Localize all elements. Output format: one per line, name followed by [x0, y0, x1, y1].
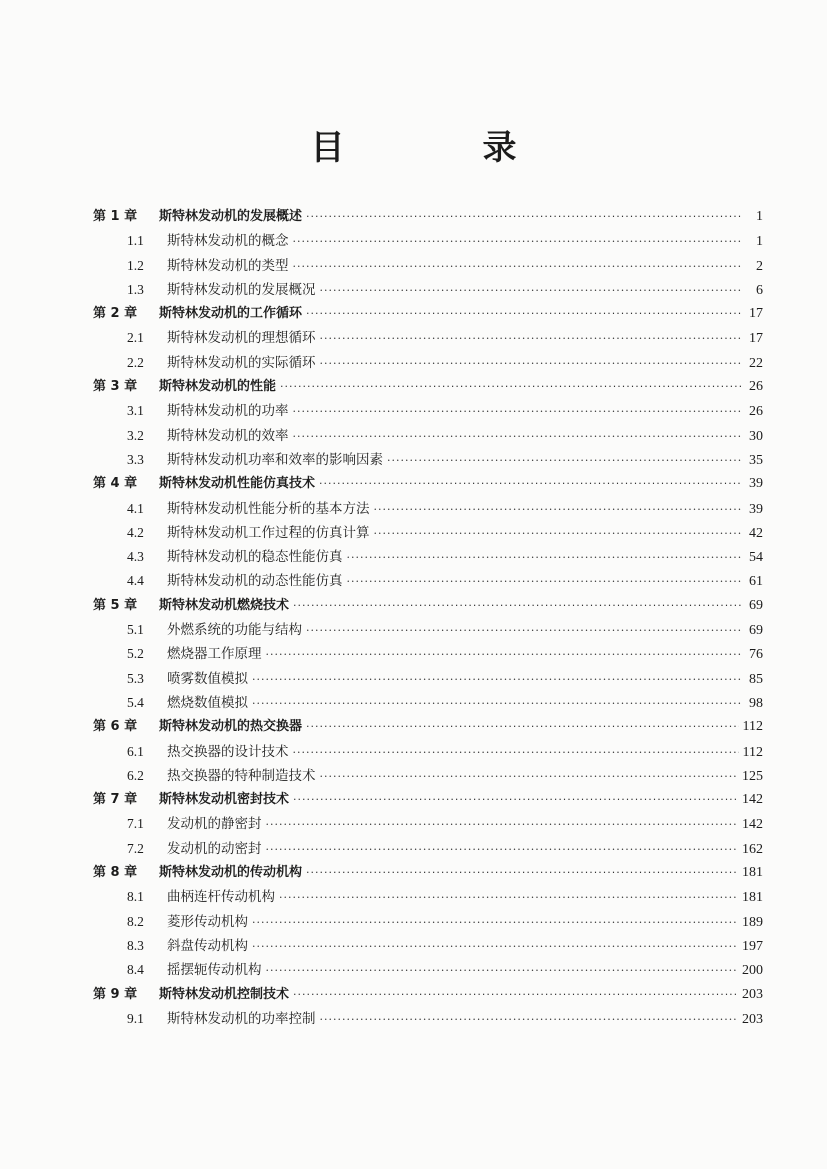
- entry-title: 斯特林发动机的实际循环: [167, 354, 316, 371]
- entry-number: 4.2: [127, 524, 144, 540]
- entry-title: 斯特林发动机的动态性能仿真: [167, 573, 343, 590]
- dot-leader: [252, 673, 741, 686]
- entry-title: 斯特林发动机的功率: [167, 403, 289, 420]
- entry-number: 6.2: [127, 767, 144, 783]
- entry-title: 斯特林发动机的功率控制: [167, 1010, 316, 1027]
- entry-page-number: 142: [742, 817, 763, 833]
- entry-number: 第 2 章: [93, 306, 138, 322]
- entry-title: 斯特林发动机的工作循环: [159, 306, 303, 322]
- toc-section-entry: [93, 934, 763, 958]
- toc-chapter-entry: [93, 375, 763, 399]
- entry-number: 第 4 章: [93, 476, 138, 492]
- entry-title: 斯特林发动机的理想循环: [167, 330, 316, 347]
- toc-section-entry: [93, 399, 763, 423]
- entry-title: 斯特林发动机的概念: [167, 233, 289, 250]
- entry-page-number: 203: [742, 986, 763, 1002]
- dot-leader: [293, 988, 738, 1001]
- entry-title: 发动机的动密封: [167, 840, 262, 857]
- entry-page-number: 61: [749, 574, 763, 590]
- entry-number: 4.1: [127, 500, 144, 516]
- table-of-contents: [93, 205, 763, 1031]
- dot-leader: [347, 551, 742, 564]
- dot-leader: [279, 891, 738, 904]
- entry-page-number: 42: [749, 525, 763, 541]
- dot-leader: [293, 746, 739, 759]
- entry-page-number: 6: [756, 282, 763, 298]
- entry-title: 斯特林发动机工作过程的仿真计算: [167, 524, 370, 541]
- entry-page-number: 17: [749, 331, 763, 347]
- dot-leader: [252, 697, 741, 710]
- entry-page-number: 189: [742, 914, 763, 930]
- entry-number: 5.3: [127, 670, 144, 686]
- toc-section-entry: [93, 1007, 763, 1031]
- dot-leader: [320, 357, 742, 370]
- entry-number: 8.3: [127, 937, 144, 953]
- entry-page-number: 26: [749, 379, 763, 395]
- toc-section-entry: [93, 497, 763, 521]
- entry-number: 4.4: [127, 573, 144, 589]
- entry-page-number: 112: [742, 719, 763, 735]
- entry-number: 8.2: [127, 913, 144, 929]
- entry-number: 3.1: [127, 403, 144, 419]
- toc-section-entry: [93, 642, 763, 666]
- dot-leader: [374, 527, 742, 540]
- entry-number: 8.1: [127, 889, 144, 905]
- toc-section-entry: [93, 667, 763, 691]
- dot-leader: [306, 210, 741, 223]
- dot-leader: [252, 916, 738, 929]
- dot-leader: [293, 405, 742, 418]
- entry-title: 斯特林发动机性能仿真技术: [159, 476, 316, 492]
- entry-number: 第 6 章: [93, 719, 138, 735]
- entry-page-number: 22: [749, 355, 763, 371]
- entry-number: 第 8 章: [93, 865, 138, 881]
- entry-number: 2.2: [127, 354, 144, 370]
- entry-page-number: 1: [756, 209, 763, 224]
- toc-chapter-entry: [93, 302, 763, 326]
- entry-title: 斯特林发动机功率和效率的影响因素: [167, 451, 383, 468]
- entry-title: 斜盘传动机构: [167, 937, 248, 954]
- entry-title: 斯特林发动机密封技术: [159, 792, 290, 808]
- entry-title: 斯特林发动机的发展概述: [159, 209, 303, 224]
- entry-page-number: 197: [742, 938, 763, 954]
- entry-page-number: 26: [749, 404, 763, 420]
- entry-title: 斯特林发动机的类型: [167, 257, 289, 274]
- dot-leader: [293, 260, 742, 273]
- entry-number: 7.2: [127, 840, 144, 856]
- toc-section-entry: [93, 764, 763, 788]
- toc-chapter-entry: [93, 472, 763, 496]
- entry-title: 曲柄连杆传动机构: [167, 889, 275, 906]
- entry-number: 1.1: [127, 233, 144, 249]
- toc-section-entry: [93, 691, 763, 715]
- entry-number: 5.2: [127, 646, 144, 662]
- toc-section-entry: [93, 740, 763, 764]
- entry-title: 燃烧数值模拟: [167, 694, 248, 711]
- entry-number: 1.2: [127, 257, 144, 273]
- entry-number: 第 5 章: [93, 597, 138, 613]
- entry-number: 4.3: [127, 549, 144, 565]
- entry-page-number: 203: [742, 1011, 763, 1027]
- toc-section-entry: [93, 254, 763, 278]
- entry-page-number: 142: [742, 792, 763, 808]
- entry-number: 第 1 章: [93, 209, 138, 224]
- dot-leader: [293, 793, 738, 806]
- entry-title: 外燃系统的功能与结构: [167, 622, 302, 639]
- toc-chapter-entry: [93, 594, 763, 618]
- entry-page-number: 69: [749, 623, 763, 639]
- toc-section-entry: [93, 521, 763, 545]
- entry-title: 斯特林发动机的传动机构: [159, 865, 303, 881]
- dot-leader: [347, 575, 742, 588]
- entry-title: 摇摆轭传动机构: [167, 962, 262, 979]
- entry-page-number: 181: [742, 865, 763, 881]
- entry-number: 6.1: [127, 743, 144, 759]
- entry-page-number: 125: [742, 768, 763, 784]
- dot-leader: [293, 235, 742, 248]
- toc-chapter-entry: [93, 983, 763, 1007]
- dot-leader: [319, 477, 741, 490]
- entry-page-number: 2: [756, 258, 763, 274]
- entry-number: 第 7 章: [93, 792, 138, 808]
- entry-number: 3.2: [127, 427, 144, 443]
- entry-number: 5.4: [127, 694, 144, 710]
- entry-number: 2.1: [127, 330, 144, 346]
- entry-page-number: 54: [749, 550, 763, 566]
- entry-page-number: 69: [749, 597, 763, 613]
- toc-section-entry: [93, 958, 763, 982]
- entry-page-number: 76: [749, 647, 763, 663]
- entry-title: 斯特林发动机的性能: [159, 379, 277, 395]
- dot-leader: [320, 332, 742, 345]
- entry-number: 3.3: [127, 451, 144, 467]
- entry-title: 喷雾数值模拟: [167, 670, 248, 687]
- entry-page-number: 98: [749, 695, 763, 711]
- toc-section-entry: [93, 885, 763, 909]
- dot-leader: [306, 307, 741, 320]
- entry-number: 1.3: [127, 281, 144, 297]
- entry-title: 斯特林发动机燃烧技术: [159, 597, 290, 613]
- dot-leader: [387, 454, 741, 467]
- entry-page-number: 181: [742, 890, 763, 906]
- dot-leader: [320, 284, 742, 297]
- toc-section-entry: [93, 812, 763, 836]
- entry-page-number: 30: [749, 428, 763, 444]
- toc-section-entry: [93, 569, 763, 593]
- entry-number: 5.1: [127, 622, 144, 638]
- entry-page-number: 35: [749, 452, 763, 468]
- entry-page-number: 162: [742, 841, 763, 857]
- entry-title: 热交换器的特种制造技术: [167, 767, 316, 784]
- entry-title: 燃烧器工作原理: [167, 646, 262, 663]
- entry-page-number: 39: [749, 501, 763, 517]
- entry-title: 斯特林发动机控制技术: [159, 986, 290, 1002]
- toc-section-entry: [93, 424, 763, 448]
- entry-title: 斯特林发动机的发展概况: [167, 281, 316, 298]
- page-title: 目 录: [310, 128, 569, 168]
- toc-section-entry: [93, 837, 763, 861]
- toc-chapter-entry: [93, 861, 763, 885]
- entry-number: 8.4: [127, 962, 144, 978]
- dot-leader: [320, 1013, 739, 1026]
- entry-title: 热交换器的设计技术: [167, 743, 289, 760]
- dot-leader: [306, 866, 738, 879]
- toc-section-entry: [93, 326, 763, 350]
- dot-leader: [320, 770, 739, 783]
- entry-number: 9.1: [127, 1010, 144, 1026]
- entry-page-number: 112: [742, 744, 763, 760]
- entry-page-number: 1: [756, 234, 763, 250]
- entry-title: 斯特林发动机的效率: [167, 427, 289, 444]
- entry-title: 斯特林发动机的稳态性能仿真: [167, 549, 343, 566]
- dot-leader: [266, 648, 742, 661]
- entry-number: 第 3 章: [93, 379, 138, 395]
- entry-title: 斯特林发动机性能分析的基本方法: [167, 500, 370, 517]
- dot-leader: [252, 940, 738, 953]
- toc-section-entry: [93, 229, 763, 253]
- dot-leader: [266, 964, 739, 977]
- dot-leader: [266, 843, 739, 856]
- toc-chapter-entry: [93, 715, 763, 739]
- entry-title: 菱形传动机构: [167, 913, 248, 930]
- dot-leader: [306, 624, 741, 637]
- dot-leader: [293, 599, 741, 612]
- entry-page-number: 17: [749, 306, 763, 322]
- entry-title: 斯特林发动机的热交换器: [159, 719, 303, 735]
- dot-leader: [280, 380, 741, 393]
- toc-section-entry: [93, 618, 763, 642]
- entry-page-number: 39: [749, 476, 763, 492]
- entry-number: 7.1: [127, 816, 144, 832]
- toc-section-entry: [93, 448, 763, 472]
- toc-chapter-entry: [93, 205, 763, 229]
- dot-leader: [374, 503, 742, 516]
- dot-leader: [266, 818, 739, 831]
- entry-page-number: 200: [742, 963, 763, 979]
- entry-number: 第 9 章: [93, 986, 138, 1002]
- toc-chapter-entry: [93, 788, 763, 812]
- toc-section-entry: [93, 910, 763, 934]
- toc-section-entry: [93, 545, 763, 569]
- entry-page-number: 85: [749, 671, 763, 687]
- dot-leader: [306, 720, 739, 733]
- toc-section-entry: [93, 351, 763, 375]
- toc-section-entry: [93, 278, 763, 302]
- entry-title: 发动机的静密封: [167, 816, 262, 833]
- dot-leader: [293, 430, 742, 443]
